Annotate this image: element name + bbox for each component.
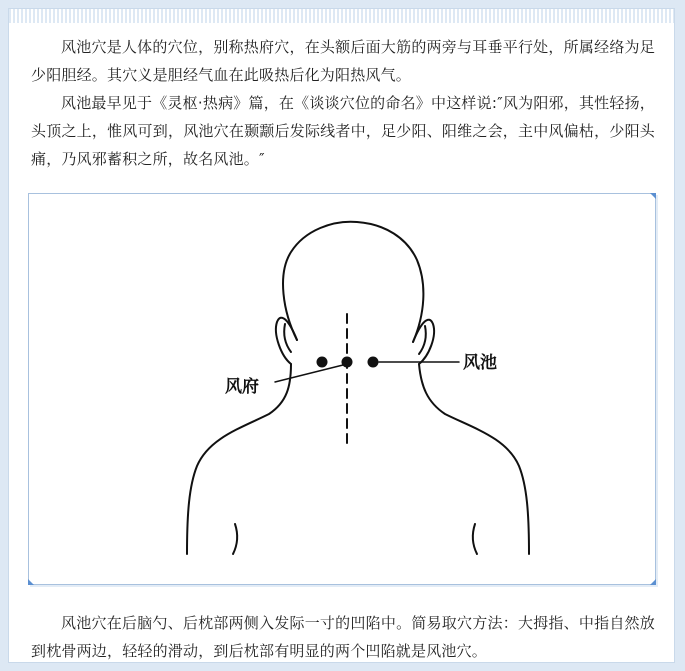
head-neck-illustration xyxy=(29,194,655,584)
point-left-fengchi xyxy=(317,357,328,368)
label-fengchi: 风池 xyxy=(463,353,497,373)
head-outline xyxy=(283,222,423,342)
acupoint-figure xyxy=(28,193,656,585)
paragraph-location: 风池穴在后脑勺、后枕部两侧入发际一寸的凹陷中。简易取穴方法：大拇指、中指自然放到枕骨两边，轻轻的滑动，到后枕部有明显的两个凹陷就是风池穴。 xyxy=(31,614,655,660)
paragraph-definition: 风池穴是人体的穴位，别称热府穴，在头额后面大筋的两旁与耳垂平行处，所属经络为足少阳胆经。其穴义是胆经气血在此吸热后化为阳热风气。 xyxy=(31,38,655,84)
paragraph-origin: 风池最早见于《灵枢·热病》篇，在《谈谈穴位的命名》中这样说:″风为阳邪，其性轻扬，头顶之上，惟风可到，风池穴在颞颥后发际线者中，足少阳、阳维之会，主中风偏枯，少阳头痛，乃风邪蓄积之所，故名风池。″ xyxy=(31,94,655,168)
frame-corner-bottom-left xyxy=(28,579,34,585)
fengfu-leader-line xyxy=(275,364,347,382)
label-fengfu: 风府 xyxy=(225,377,259,397)
point-fengfu xyxy=(342,357,353,368)
left-ear xyxy=(276,318,297,364)
frame-corner-top-right xyxy=(650,193,656,199)
decorative-top-band xyxy=(9,9,674,23)
intro-text xyxy=(31,33,655,173)
right-ear xyxy=(413,320,434,364)
frame-corner-bottom-right xyxy=(650,579,656,585)
point-right-fengchi xyxy=(368,357,379,368)
article-page xyxy=(8,8,675,663)
location-text xyxy=(31,609,655,665)
